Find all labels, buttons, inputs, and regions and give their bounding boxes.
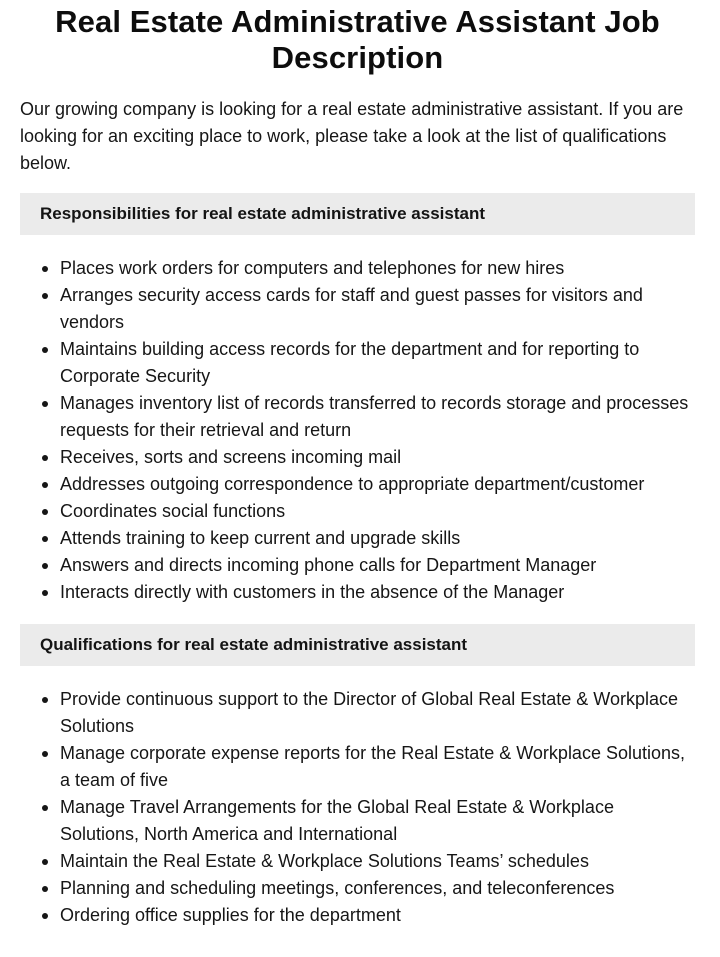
responsibility-item: Coordinates social functions [20, 498, 695, 525]
responsibility-item: Maintains building access records for the department and for reporting to Corporate Security [20, 336, 695, 390]
responsibility-item: Answers and directs incoming phone calls for Department Manager [20, 552, 695, 579]
qualification-item: Provide continuous support to the Director of Global Real Estate & Workplace Solutions [20, 686, 695, 740]
qualification-item: Maintain the Real Estate & Workplace Solutions Teams’ schedules [20, 848, 695, 875]
qualification-item: Manage corporate expense reports for the Real Estate & Workplace Solutions, a team of five [20, 740, 695, 794]
qualifications-heading: Qualifications for real estate administrative assistant [20, 624, 695, 666]
responsibility-item: Arranges security access cards for staff and guest passes for visitors and vendors [20, 282, 695, 336]
responsibility-item: Places work orders for computers and telephones for new hires [20, 255, 695, 282]
responsibility-item: Addresses outgoing correspondence to appropriate department/customer [20, 471, 695, 498]
responsibility-item: Interacts directly with customers in the absence of the Manager [20, 579, 695, 606]
responsibility-item: Manages inventory list of records transferred to records storage and processes requests for their retrieval and return [20, 390, 695, 444]
intro-paragraph: Our growing company is looking for a real estate administrative assistant. If you are looking for an exciting place to work, please take a look at the list of qualifications below. [20, 99, 684, 173]
qualification-item: Ordering office supplies for the department [20, 902, 695, 929]
page-title: Real Estate Administrative Assistant Job Description [55, 4, 660, 75]
qualification-item: Planning and scheduling meetings, conferences, and teleconferences [20, 875, 695, 902]
responsibilities-list [20, 255, 695, 606]
responsibility-item: Receives, sorts and screens incoming mail [20, 444, 695, 471]
qualifications-list [20, 686, 695, 929]
responsibilities-heading: Responsibilities for real estate administrative assistant [20, 193, 695, 235]
responsibility-item: Attends training to keep current and upgrade skills [20, 525, 695, 552]
qualification-item: Manage Travel Arrangements for the Global Real Estate & Workplace Solutions, North America and International [20, 794, 695, 848]
